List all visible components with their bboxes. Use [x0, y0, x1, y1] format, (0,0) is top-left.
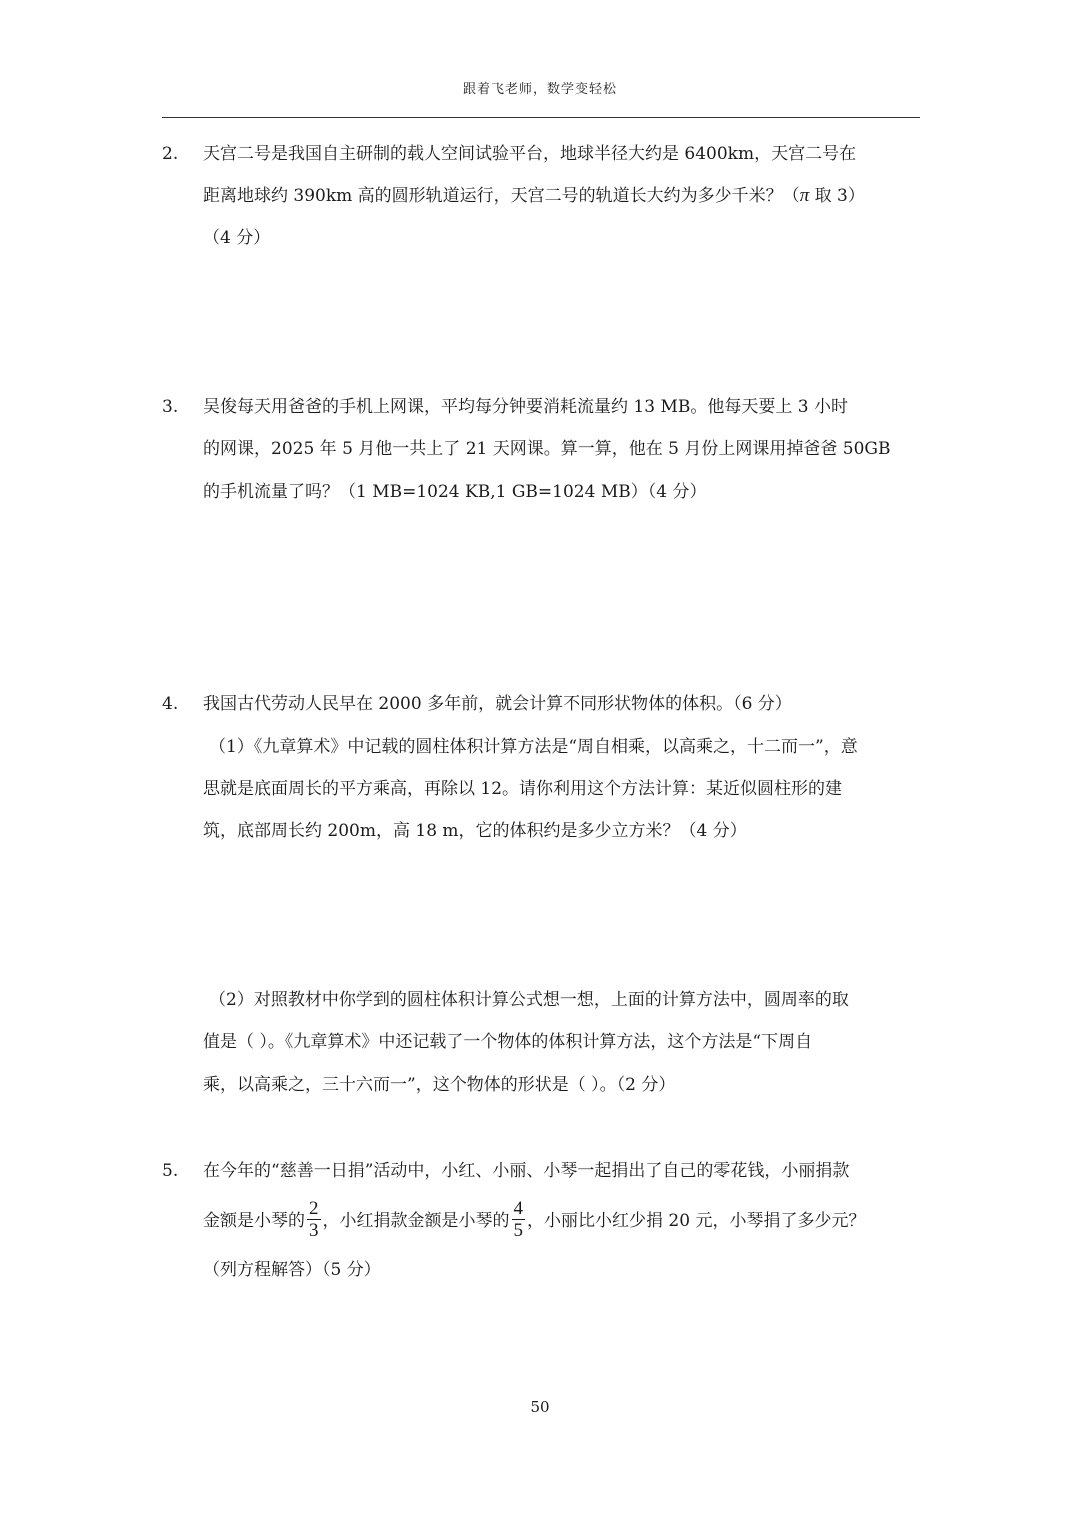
question-text-line: 在今年的“慈善一日捐”活动中，小红、小丽、小琴一起捐出了自己的零花钱，小丽捐款 [203, 1161, 850, 1181]
question-score: （4 分） [203, 228, 271, 248]
question-text-line [203, 184, 865, 208]
question-text-segment: ，小红捐款金额是小琴的 [322, 1211, 510, 1231]
fraction-numerator: 4 [513, 1198, 523, 1219]
question-text-line: 我国古代劳动人民早在 2000 多年前，就会计算不同形状物体的体积。（6 分） [203, 694, 792, 714]
fraction-denominator: 3 [309, 1220, 319, 1241]
subquestion-2-line: （2）对照教材中你学到的圆柱体积计算公式想一想，上面的计算方法中，圆周率的取 [209, 990, 849, 1010]
question-number: 4. [162, 694, 179, 714]
subquestion-1-line: （1）《九章算术》中记载的圆柱体积计算方法是“周自相乘，以高乘之，十二而一”，意 [209, 737, 858, 757]
subquestion-1-line: 筑，底部周长约 200m，高 18 m，它的体积约是多少立方米？（4 分） [203, 821, 747, 841]
subquestion-1-line: 思就是底面周长的平方乘高，再除以 12。请你利用这个方法计算：某近似圆柱形的建 [203, 779, 843, 799]
fraction-four-fifths [512, 1198, 526, 1241]
question-text-segment: ，小丽比小红少捐 20 元，小琴捐了多少元？ [527, 1211, 866, 1231]
question-text-line: （列方程解答）（5 分） [203, 1260, 381, 1280]
page-number: 50 [530, 1398, 550, 1416]
question-text-segment: 距离地球约 390km 高的圆形轨道运行，天宫二号的轨道长大约为多少千米？（ [203, 186, 800, 206]
fraction-two-thirds [307, 1198, 321, 1241]
fraction-denominator: 5 [513, 1220, 523, 1241]
question-text-segment: 取 3） [809, 186, 865, 206]
question-text-line: 天宫二号是我国自主研制的载人空间试验平台，地球半径大约是 6400km，天宫二号在 [203, 144, 857, 164]
header-divider [162, 117, 920, 118]
question-number: 5. [162, 1161, 179, 1181]
question-text-line: 吴俊每天用爸爸的手机上网课，平均每分钟要消耗流量约 13 MB。他每天要上 3 小时 [203, 397, 848, 417]
subquestion-2-line: 值是（ ）。《九章算术》中还记载了一个物体的体积计算方法，这个方法是“下周自 [203, 1032, 813, 1052]
fraction-numerator: 2 [309, 1198, 319, 1219]
question-text-line [203, 1196, 865, 1246]
question-text-line: 的网课，2025 年 5 月他一共上了 21 天网课。算一算，他在 5 月份上网课用掉爸爸 50GB [203, 439, 891, 459]
pi-symbol: π [799, 185, 810, 206]
question-text-segment: 金额是小琴的 [203, 1211, 305, 1231]
question-number: 2. [162, 144, 179, 164]
question-text-line: 的手机流量了吗？（1 MB=1024 KB,1 GB=1024 MB）（4 分） [203, 482, 707, 502]
question-number: 3. [162, 397, 179, 417]
subquestion-2-line: 乘，以高乘之，三十六而一”，这个物体的形状是（ ）。（2 分） [203, 1075, 676, 1095]
page-header: 跟着飞老师，数学变轻松 [462, 82, 617, 97]
